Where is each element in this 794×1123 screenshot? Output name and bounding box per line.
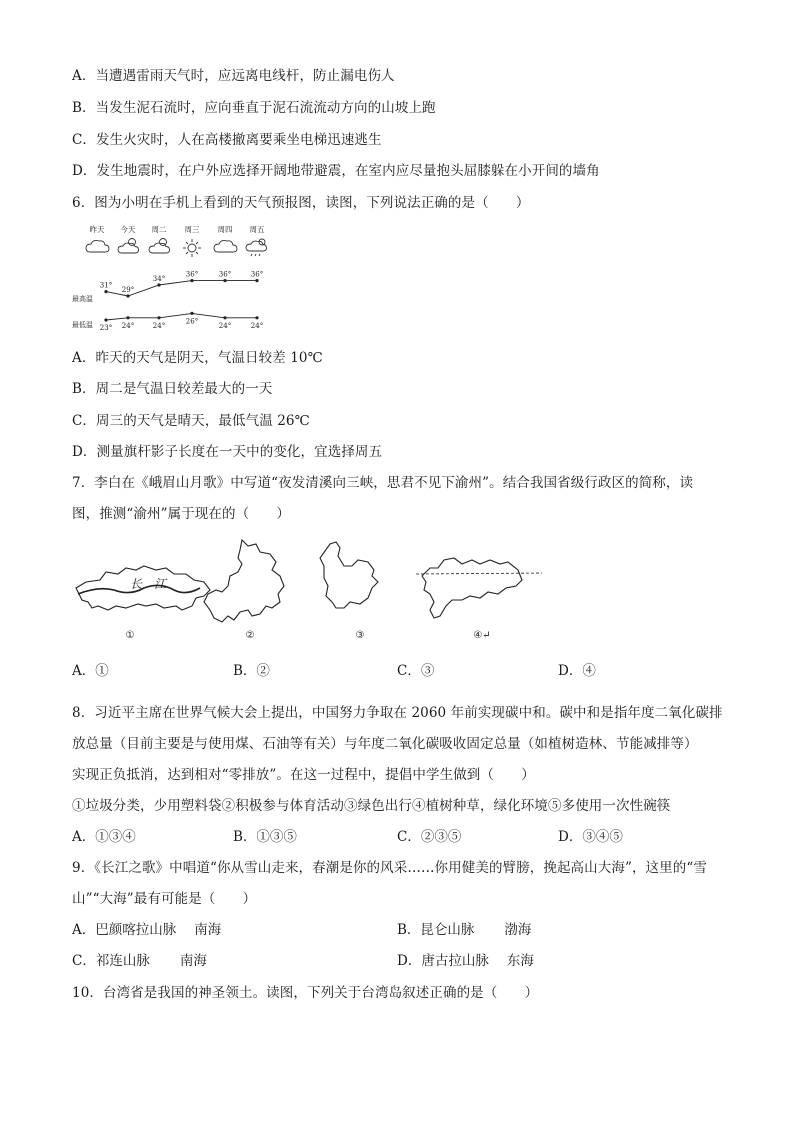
q9-option-d-mountain: D．唐古拉山脉 bbox=[397, 953, 489, 969]
province-outline-maps bbox=[72, 536, 542, 644]
map-2-label: ② bbox=[245, 630, 255, 641]
q9-option-a bbox=[72, 921, 221, 939]
q7-option-d: D．④ bbox=[558, 663, 596, 679]
q8-option-b: B．①③⑤ bbox=[233, 829, 297, 845]
day-label: 周二 bbox=[151, 225, 167, 234]
high-temp-value: 36° bbox=[185, 270, 199, 279]
q9-option-c-mountain: C．祁连山脉 bbox=[72, 953, 150, 969]
q8-items: ①垃圾分类，少用塑料袋②积极参与体育活动③绿色出行④植树种草，绿化环境⑤多使用一次性碗筷 bbox=[72, 798, 671, 814]
q6-stem: 6．图为小明在手机上看到的天气预报图，读图，下列说法正确的是（ ） bbox=[72, 195, 530, 211]
province-map-3 bbox=[320, 542, 378, 608]
q7-option-c: C．③ bbox=[397, 663, 435, 679]
low-temp-value: 23° bbox=[99, 324, 113, 332]
q5-option-a: A．当遭遇雷雨天气时，应远离电线杆，防止漏电伤人 bbox=[72, 68, 395, 84]
day-label: 今天 bbox=[120, 225, 136, 234]
high-temp-value: 36° bbox=[250, 270, 264, 279]
q8-option-d: D．③④⑤ bbox=[558, 829, 623, 845]
high-temp-point bbox=[157, 283, 160, 286]
q9-stem-line-2: 山”“大海”最有可能是（ ） bbox=[72, 891, 257, 907]
low-temp-point bbox=[126, 316, 129, 319]
q5-option-d: D．发生地震时，在户外应选择开阔地带避震，在室内应尽量抱头屈膝躲在小开间的墙角 bbox=[72, 163, 600, 179]
q5-option-b: B．当发生泥石流时，应向垂直于泥石流流动方向的山坡上跑 bbox=[72, 100, 436, 116]
low-temp-point bbox=[104, 318, 107, 321]
q8-stem-line-3: 实现正负抵消，达到相对“零排放”。在这一过程中，提倡中学生做到（ ） bbox=[72, 767, 535, 783]
map-4-label: ④↵ bbox=[473, 630, 491, 641]
low-temp-point bbox=[255, 316, 258, 319]
q6-option-b: B．周二是气温日较差最大的一天 bbox=[72, 381, 273, 397]
q9-option-d-sea: 东海 bbox=[506, 953, 534, 969]
q5-option-c: C．发生火灾时，人在高楼撤离要乘坐电梯迅速逃生 bbox=[72, 132, 382, 148]
q9-option-a-sea: 南海 bbox=[194, 922, 222, 938]
map-1-label: ① bbox=[125, 630, 135, 641]
q8-option-c: C．②③⑤ bbox=[397, 829, 462, 845]
q9-option-b-sea: 渤海 bbox=[504, 922, 532, 938]
high-temp-value: 31° bbox=[99, 281, 113, 290]
q6-option-a: A．昨天的天气是阴天，气温日较差 10℃ bbox=[72, 350, 323, 366]
low-temp-value: 24° bbox=[121, 321, 135, 330]
weather-forecast-figure bbox=[70, 224, 280, 338]
q9-option-c bbox=[72, 952, 207, 970]
low-temp-value: 24° bbox=[152, 321, 166, 330]
q9-stem-line-1: 9．《长江之歌》中唱道“你从雪山走来，春潮是你的风采……你用健美的臂膀，挽起高山大海”，这里的“雪 bbox=[72, 860, 707, 876]
sun-icon bbox=[183, 239, 201, 257]
high-temp-value: 36° bbox=[218, 270, 232, 279]
high-temp-value: 34° bbox=[152, 275, 166, 283]
q9-option-c-sea: 南海 bbox=[179, 953, 207, 969]
q9-option-a-mountain: A．巴颜喀拉山脉 bbox=[72, 922, 177, 938]
high-temp-point bbox=[190, 279, 193, 282]
q7-stem-line-1: 7．李白在《峨眉山月歌》中写道“夜发清溪向三峡，思君不见下渝州”。结合我国省级行政区的简称，读 bbox=[72, 475, 694, 491]
q8-stem-line-2: 放总量（目前主要是与使用煤、石油等有关）与年度二氧化碳吸收固定总量（如植树造林、节能减排等） bbox=[72, 736, 698, 752]
high-temp-point bbox=[126, 294, 129, 297]
province-map-4 bbox=[422, 558, 522, 618]
low-temp-point bbox=[190, 312, 193, 315]
q9-option-d bbox=[397, 952, 534, 970]
cloud-icon bbox=[214, 240, 237, 252]
q10-stem: 10．台湾省是我国的神圣领土。读图，下列关于台湾岛叙述正确的是（ ） bbox=[72, 985, 539, 1001]
low-temp-point bbox=[157, 316, 160, 319]
river-label: 长 江 bbox=[130, 577, 167, 591]
high-temp-point bbox=[104, 290, 107, 293]
high-temp-label: 最高温 bbox=[72, 295, 93, 303]
low-temp-value: 24° bbox=[218, 321, 232, 330]
q7-option-a: A．① bbox=[72, 663, 109, 679]
q6-option-d: D．测量旗杆影子长度在一天中的变化，宜选择周五 bbox=[72, 444, 383, 460]
high-temp-value: 29° bbox=[121, 286, 135, 294]
day-label: 周五 bbox=[249, 225, 265, 234]
map-3-label: ③ bbox=[355, 630, 365, 641]
low-temp-value: 24° bbox=[250, 321, 264, 330]
day-label: 周四 bbox=[217, 225, 233, 234]
q8-option-a: A．①③④ bbox=[72, 829, 136, 845]
q9-option-b-mountain: B．昆仑山脉 bbox=[397, 922, 475, 938]
rain-cloud-icon bbox=[246, 239, 267, 256]
high-temp-point bbox=[223, 279, 226, 282]
tropic-line bbox=[416, 573, 542, 574]
q7-option-b: B．② bbox=[233, 663, 270, 679]
q6-option-c: C．周三的天气是晴天，最低气温 26℃ bbox=[72, 413, 310, 429]
day-label: 周三 bbox=[184, 225, 200, 234]
low-temp-value: 26° bbox=[185, 317, 199, 326]
q9-option-b bbox=[397, 921, 531, 939]
high-temp-point bbox=[255, 279, 258, 282]
low-temp-label: 最低温 bbox=[72, 321, 93, 329]
cloud-icon bbox=[86, 240, 109, 252]
q8-stem-line-1: 8．习近平主席在世界气候大会上提出，中国努力争取在 2060 年前实现碳中和。碳中和是指年度二氧化碳排 bbox=[72, 705, 723, 721]
low-temp-point bbox=[223, 316, 226, 319]
partly-cloudy-icon bbox=[149, 239, 170, 254]
province-map-2 bbox=[204, 540, 284, 622]
partly-cloudy-icon bbox=[118, 239, 139, 254]
q7-stem-line-2: 图，推测“渝州”属于现在的（ ） bbox=[72, 506, 291, 522]
day-label: 昨天 bbox=[89, 225, 105, 234]
